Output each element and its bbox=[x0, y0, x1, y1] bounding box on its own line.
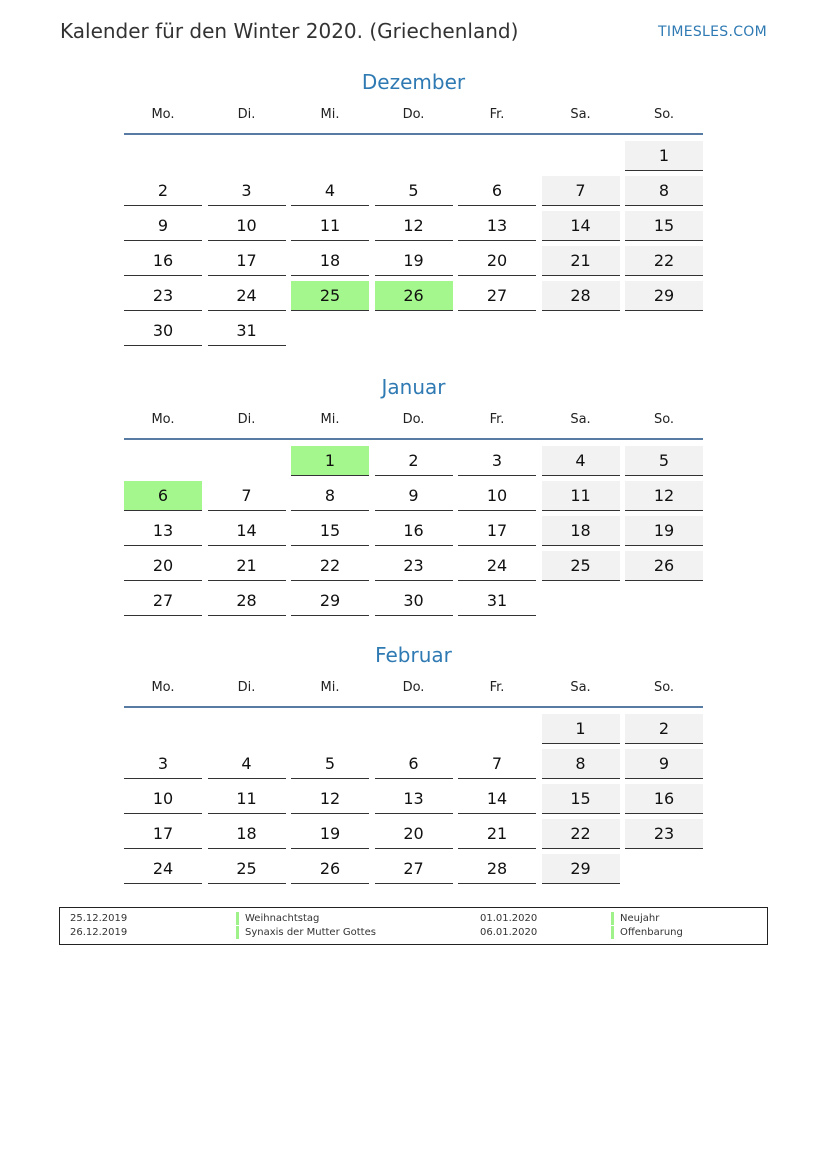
legend-holiday-name: Weihnachtstag bbox=[236, 912, 465, 925]
day-cell: 1 bbox=[625, 141, 703, 171]
day-cell: 11 bbox=[542, 481, 620, 511]
day-cell: 24 bbox=[124, 854, 202, 884]
day-cell: 4 bbox=[208, 749, 286, 779]
day-cell: 29 bbox=[625, 281, 703, 311]
day-cell: 6 bbox=[458, 176, 536, 206]
day-cell: 9 bbox=[375, 481, 453, 511]
day-cell: 9 bbox=[124, 211, 202, 241]
day-cell: 2 bbox=[625, 714, 703, 744]
empty-cell bbox=[458, 141, 536, 170]
weekday-label: Mo. bbox=[151, 412, 175, 427]
empty-cell bbox=[375, 714, 453, 743]
day-cell: 10 bbox=[208, 211, 286, 241]
day-cell: 7 bbox=[458, 749, 536, 779]
day-cell: 14 bbox=[458, 784, 536, 814]
empty-cell bbox=[124, 446, 202, 475]
day-cell: 5 bbox=[625, 446, 703, 476]
day-cell: 13 bbox=[124, 516, 202, 546]
day-cell: 2 bbox=[375, 446, 453, 476]
day-cell: 23 bbox=[625, 819, 703, 849]
weekday-label: Fr. bbox=[489, 412, 505, 427]
weekday-label: So. bbox=[653, 412, 675, 427]
day-cell: 20 bbox=[458, 246, 536, 276]
month-title: Januar bbox=[381, 375, 446, 399]
day-cell: 4 bbox=[542, 446, 620, 476]
day-cell: 20 bbox=[375, 819, 453, 849]
day-cell: 22 bbox=[625, 246, 703, 276]
day-cell: 21 bbox=[458, 819, 536, 849]
day-cell: 6 bbox=[375, 749, 453, 779]
weekday-header bbox=[124, 412, 703, 430]
holiday-day-cell: 26 bbox=[375, 281, 453, 311]
day-cell: 30 bbox=[124, 316, 202, 346]
day-cell: 12 bbox=[375, 211, 453, 241]
weekday-label: Di. bbox=[237, 107, 256, 122]
weekday-label: Mi. bbox=[320, 107, 340, 122]
legend-date: 01.01.2020 bbox=[480, 913, 538, 924]
brand-link[interactable]: TIMESLES.COM bbox=[658, 24, 767, 40]
day-cell: 29 bbox=[542, 854, 620, 884]
day-cell: 17 bbox=[124, 819, 202, 849]
day-cell: 25 bbox=[208, 854, 286, 884]
legend-date: 25.12.2019 bbox=[70, 913, 128, 924]
day-cell: 16 bbox=[375, 516, 453, 546]
day-cell: 27 bbox=[124, 586, 202, 616]
day-cell: 10 bbox=[458, 481, 536, 511]
day-cell: 9 bbox=[625, 749, 703, 779]
day-grid bbox=[124, 446, 703, 616]
month-title: Dezember bbox=[361, 70, 466, 94]
day-cell: 13 bbox=[375, 784, 453, 814]
day-cell: 15 bbox=[542, 784, 620, 814]
day-cell: 20 bbox=[124, 551, 202, 581]
day-grid bbox=[124, 141, 703, 346]
day-cell: 14 bbox=[208, 516, 286, 546]
month-title: Februar bbox=[375, 643, 452, 667]
day-cell: 31 bbox=[458, 586, 536, 616]
weekday-label: So. bbox=[653, 107, 675, 122]
day-cell: 30 bbox=[375, 586, 453, 616]
empty-cell bbox=[542, 141, 620, 170]
day-cell: 22 bbox=[291, 551, 369, 581]
weekday-label: Sa. bbox=[570, 412, 591, 427]
legend-date: 26.12.2019 bbox=[70, 927, 128, 938]
weekday-label: Mo. bbox=[151, 680, 175, 695]
empty-cell bbox=[124, 714, 202, 743]
empty-cell bbox=[291, 714, 369, 743]
day-cell: 22 bbox=[542, 819, 620, 849]
weekday-header bbox=[124, 107, 703, 125]
empty-cell bbox=[375, 141, 453, 170]
weekday-label: Mi. bbox=[320, 680, 340, 695]
day-cell: 21 bbox=[208, 551, 286, 581]
day-cell: 8 bbox=[625, 176, 703, 206]
weekday-label: So. bbox=[653, 680, 675, 695]
legend-holiday-name: Synaxis der Mutter Gottes bbox=[236, 926, 465, 939]
day-cell: 26 bbox=[625, 551, 703, 581]
legend-holiday-name: Offenbarung bbox=[611, 926, 760, 939]
day-cell: 24 bbox=[458, 551, 536, 581]
day-cell: 28 bbox=[542, 281, 620, 311]
day-cell: 16 bbox=[625, 784, 703, 814]
day-cell: 3 bbox=[208, 176, 286, 206]
day-cell: 17 bbox=[208, 246, 286, 276]
month-january bbox=[124, 372, 703, 616]
empty-cell bbox=[208, 446, 286, 475]
empty-cell bbox=[458, 714, 536, 743]
day-cell: 13 bbox=[458, 211, 536, 241]
day-cell: 17 bbox=[458, 516, 536, 546]
day-cell: 4 bbox=[291, 176, 369, 206]
legend-date: 06.01.2020 bbox=[480, 927, 538, 938]
day-cell: 18 bbox=[208, 819, 286, 849]
day-cell: 23 bbox=[124, 281, 202, 311]
empty-cell bbox=[124, 141, 202, 170]
day-cell: 11 bbox=[291, 211, 369, 241]
day-cell: 27 bbox=[375, 854, 453, 884]
header-divider bbox=[124, 133, 703, 135]
day-cell: 7 bbox=[542, 176, 620, 206]
day-cell: 18 bbox=[291, 246, 369, 276]
day-cell: 15 bbox=[291, 516, 369, 546]
day-cell: 1 bbox=[542, 714, 620, 744]
day-cell: 2 bbox=[124, 176, 202, 206]
day-cell: 3 bbox=[124, 749, 202, 779]
day-cell: 26 bbox=[291, 854, 369, 884]
holiday-day-cell: 25 bbox=[291, 281, 369, 311]
header-divider bbox=[124, 438, 703, 440]
day-cell: 8 bbox=[542, 749, 620, 779]
day-cell: 19 bbox=[291, 819, 369, 849]
page-title: Kalender für den Winter 2020. (Griechenland) bbox=[60, 19, 519, 43]
holiday-day-cell: 1 bbox=[291, 446, 369, 476]
day-cell: 23 bbox=[375, 551, 453, 581]
holiday-legend bbox=[59, 907, 768, 945]
weekday-label: Do. bbox=[402, 680, 425, 695]
holiday-day-cell: 6 bbox=[124, 481, 202, 511]
weekday-label: Mi. bbox=[320, 412, 340, 427]
weekday-label: Di. bbox=[237, 412, 256, 427]
day-cell: 11 bbox=[208, 784, 286, 814]
day-cell: 10 bbox=[124, 784, 202, 814]
day-cell: 24 bbox=[208, 281, 286, 311]
weekday-label: Sa. bbox=[570, 680, 591, 695]
weekday-label: Fr. bbox=[489, 680, 505, 695]
day-cell: 12 bbox=[291, 784, 369, 814]
day-cell: 25 bbox=[542, 551, 620, 581]
day-cell: 28 bbox=[208, 586, 286, 616]
day-cell: 5 bbox=[291, 749, 369, 779]
day-cell: 12 bbox=[625, 481, 703, 511]
month-february bbox=[124, 640, 703, 884]
day-cell: 28 bbox=[458, 854, 536, 884]
weekday-header bbox=[124, 680, 703, 698]
day-cell: 15 bbox=[625, 211, 703, 241]
day-cell: 27 bbox=[458, 281, 536, 311]
weekday-label: Fr. bbox=[489, 107, 505, 122]
weekday-label: Sa. bbox=[570, 107, 591, 122]
weekday-label: Do. bbox=[402, 107, 425, 122]
header-divider bbox=[124, 706, 703, 708]
day-grid bbox=[124, 714, 703, 884]
empty-cell bbox=[208, 714, 286, 743]
day-cell: 3 bbox=[458, 446, 536, 476]
month-december bbox=[124, 67, 703, 346]
empty-cell bbox=[291, 141, 369, 170]
weekday-label: Mo. bbox=[151, 107, 175, 122]
day-cell: 31 bbox=[208, 316, 286, 346]
day-cell: 14 bbox=[542, 211, 620, 241]
day-cell: 16 bbox=[124, 246, 202, 276]
day-cell: 7 bbox=[208, 481, 286, 511]
weekday-label: Do. bbox=[402, 412, 425, 427]
empty-cell bbox=[208, 141, 286, 170]
day-cell: 5 bbox=[375, 176, 453, 206]
weekday-label: Di. bbox=[237, 680, 256, 695]
day-cell: 18 bbox=[542, 516, 620, 546]
day-cell: 21 bbox=[542, 246, 620, 276]
legend-holiday-name: Neujahr bbox=[611, 912, 760, 925]
day-cell: 19 bbox=[375, 246, 453, 276]
day-cell: 29 bbox=[291, 586, 369, 616]
day-cell: 19 bbox=[625, 516, 703, 546]
day-cell: 8 bbox=[291, 481, 369, 511]
